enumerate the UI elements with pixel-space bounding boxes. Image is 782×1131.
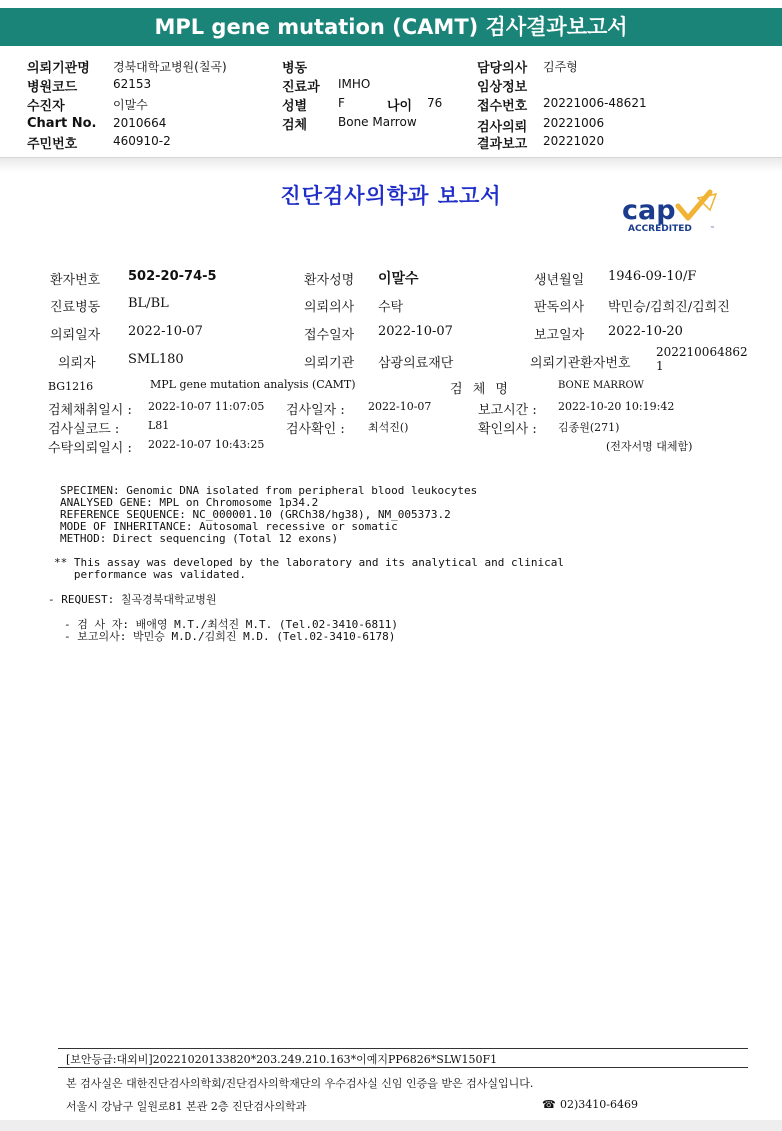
lab-phone: 02)3410-6469 [560,1098,638,1111]
value-collection-time: 2022-10-07 11:07:05 [148,400,265,413]
value-patient-no: 502-20-74-5 [128,269,217,284]
certification-text: 본 검사실은 대한진단검사의학회/진단검사의학재단의 우수검사실 신임 인증을 받은 검사실입니다. [66,1077,534,1090]
value-requesting-institution: 경북대학교병원(칠곡) [113,60,227,74]
label-attending: 담당의사 [477,61,528,76]
value-requesting-doctor: 수탁 [378,300,404,315]
value-requesting-org: 삼광의료재단 [378,356,454,371]
label-resident-no: 주민번호 [27,137,78,152]
value-specimen-name: BONE MARROW [558,380,644,391]
label-ward: 병동 [282,61,308,76]
lab-address: 서울시 강남구 일원로81 본관 2층 진단검사의학과 [66,1100,307,1113]
value-resident-no: 460910-2 [113,134,171,148]
body-line-gene: ANALYSED GENE: MPL on Chromosome 1p34.2 [60,496,319,509]
label-specimen: 검체 [282,118,308,133]
report-subtitle: 진단검사의학과 보고서 [280,184,502,208]
label-receipt-date: 접수일자 [304,328,355,343]
value-birthdate: 1946-09-10/F [608,269,697,284]
value-hospital-code: 62153 [113,77,152,91]
value-confirming-doctor: 김종원(271) [558,421,620,434]
label-specimen-name: 검 체 명 [450,382,508,397]
label-confirming-doctor: 확인의사 : [478,422,537,437]
label-report-time: 보고시간 : [478,403,537,418]
body-line-specimen: SPECIMEN: Genomic DNA isolated from peripheral blood leukocytes [60,484,478,497]
value-test-date: 2022-10-07 [368,400,432,413]
value-test-request: 20221006 [543,116,605,130]
label-age: 나이 [387,99,413,114]
note-line-1: ** This assay was developed by the laboratory and its analytical and clinical [54,556,564,569]
label-patient: 수진자 [27,99,65,114]
label-birthdate: 생년월일 [534,273,585,288]
label-test-date: 검사일자 : [286,403,345,418]
value-sex: F [338,96,345,110]
staff-line-tester: - 검 사 자: 배애영 M.T./최석진 M.T. (Tel.02-3410-6811) [64,618,399,631]
label-requesting-org: 의뢰기관 [304,356,355,371]
label-lab-code: 검사실코드 : [48,422,120,437]
value-attending: 김주형 [543,60,578,74]
security-line: [보안등급:대외비]20221020133820*203.249.210.163*이예지PP6826*SLW150F1 [66,1053,498,1066]
value-patient-name: 이말수 [378,271,419,287]
test-code: BG1216 [48,380,94,393]
label-collection-time: 검체채취일시 : [48,403,132,418]
test-name: MPL gene mutation analysis (CAMT) [150,378,356,391]
report-title: MPL gene mutation (CAMT) 검사결과보고서 [154,15,628,39]
body-line-inheritance: MODE OF INHERITANCE: Autosomal recessive or somatic [60,520,398,533]
value-requester: SML180 [128,352,184,367]
cap-logo-subtext: ACCREDITED [628,224,692,234]
value-accession-no: 20221006-48621 [543,96,647,110]
value-patient: 이말수 [113,98,148,112]
label-report-date: 보고일자 [534,328,585,343]
footer-top-rule [58,1048,748,1049]
bottom-strip [0,1120,782,1131]
cap-logo-text: cap [622,195,676,226]
value-result-report: 20221020 [543,134,605,148]
header-divider [0,157,782,172]
label-requesting-doctor: 의뢰의사 [304,300,355,315]
body-line-method: METHOD: Direct sequencing (Total 12 exons) [60,532,339,545]
body-line-reference: REFERENCE SEQUENCE: NC_000001.10 (GRCh38/hg38), NM_005373.2 [60,508,451,521]
label-test-confirm: 검사확인 : [286,422,345,437]
label-hospital-code: 병원코드 [27,80,78,95]
value-report-date: 2022-10-20 [608,324,683,339]
value-org-patient-no-line1: 202210064862 [656,345,748,359]
note-line-2: performance was validated. [54,568,247,581]
electronic-signature-note: (전자서명 대체함) [606,440,693,453]
label-result-report: 결과보고 [477,137,528,152]
value-ward-2: BL/BL [128,296,169,311]
value-report-time: 2022-10-20 10:19:42 [558,400,675,413]
label-patient-no: 환자번호 [50,273,101,288]
request-line: - REQUEST: 칠곡경북대학교병원 [48,593,217,606]
label-sex: 성별 [282,99,308,114]
value-chart-no: 2010664 [113,116,167,130]
cap-logo-tm: ™ [710,226,715,232]
staff-line-reporting-doctor: - 보고의사: 박민승 M.D./김희진 M.D. (Tel.02-3410-6178) [64,630,396,643]
value-consignment-time: 2022-10-07 10:43:25 [148,438,265,451]
footer-mid-rule [58,1067,748,1068]
label-reading-doctor: 판독의사 [534,300,585,315]
value-age: 76 [427,96,443,110]
label-patient-name: 환자성명 [304,273,355,288]
label-consignment-time: 수탁의뢰일시 : [48,441,132,456]
label-org-patient-no: 의뢰기관환자번호 [530,356,631,371]
label-chart-no: Chart No. [27,116,97,131]
value-org-patient-no-line2: 1 [656,359,664,373]
value-reading-doctor: 박민승/김희진/김희진 [608,300,730,315]
label-department: 진료과 [282,80,320,95]
cap-accredited-logo [620,188,724,236]
phone-icon: ☎ [542,1098,556,1111]
label-requesting-institution: 의뢰기관명 [27,61,90,76]
value-test-confirm: 최석진() [368,421,409,434]
value-lab-code: L81 [148,419,170,432]
label-request-date: 의뢰일자 [50,328,101,343]
value-department: IMHO [338,77,371,91]
label-ward-2: 진료병동 [50,300,101,315]
value-receipt-date: 2022-10-07 [378,324,453,339]
value-specimen: Bone Marrow [338,115,417,129]
label-requester: 의뢰자 [58,356,96,371]
label-accession-no: 접수번호 [477,99,528,114]
label-test-request: 검사의뢰 [477,120,528,135]
value-request-date: 2022-10-07 [128,324,203,339]
label-clinical-info: 임상정보 [477,80,528,95]
